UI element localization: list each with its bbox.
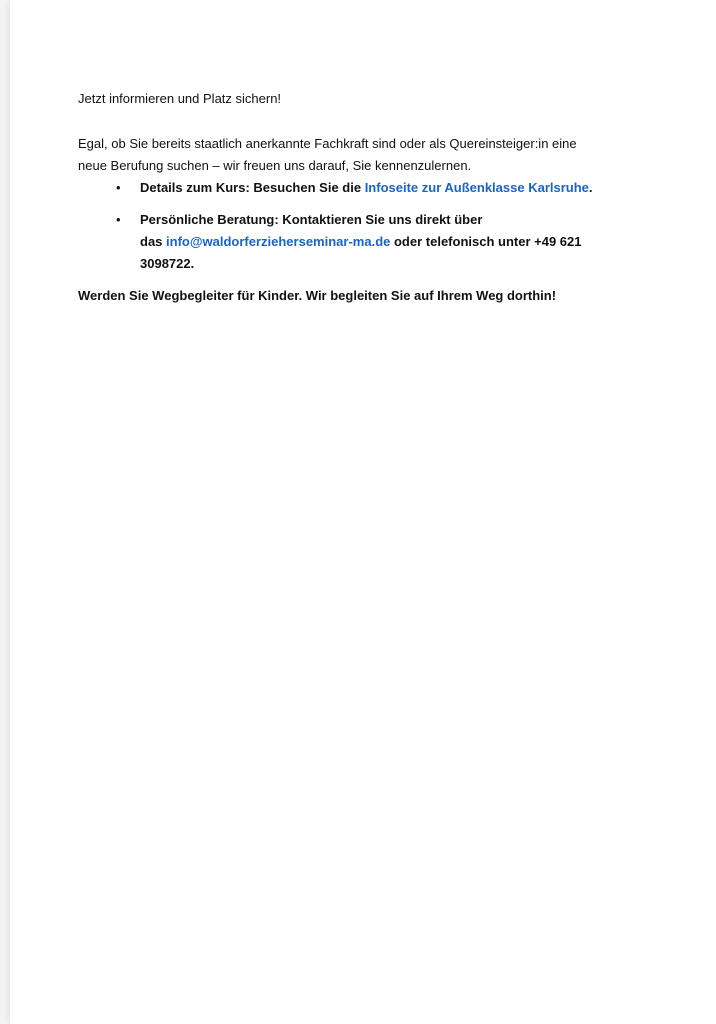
course-details-prefix: Details zum Kurs: Besuchen Sie die	[140, 180, 365, 195]
bullet-icon: •	[116, 212, 121, 227]
personal-advice-line-1: Persönliche Beratung: Kontaktieren Sie uns direkt über	[140, 212, 483, 227]
infoseite-link[interactable]: Infoseite zur Außenklasse Karlsruhe	[364, 180, 589, 195]
intro-paragraph: Jetzt informieren und Platz sichern!	[78, 91, 282, 106]
document-content	[78, 88, 638, 307]
list-item-personal-advice	[78, 209, 638, 275]
personal-advice-prefix: das	[140, 234, 167, 249]
bullet-list	[78, 177, 638, 275]
body-line-1: Egal, ob Sie bereits staatlich anerkannte Fachkraft sind oder als Quereinsteiger:in eine	[78, 136, 577, 151]
body-paragraph	[78, 133, 638, 177]
personal-advice-suffix: oder telefonisch unter +49 621	[390, 234, 582, 249]
closing-paragraph: Werden Sie Wegbegleiter für Kinder. Wir begleiten Sie auf Ihrem Weg dorthin!	[78, 288, 557, 303]
document-page	[10, 0, 716, 1024]
phone-number-line: 3098722.	[140, 256, 195, 271]
body-line-2: neue Berufung suchen – wir freuen uns darauf, Sie kennenzulernen.	[78, 158, 472, 173]
course-details-suffix: .	[588, 180, 593, 195]
list-item-course-details	[78, 177, 638, 199]
email-link[interactable]: info@waldorferzieherseminar-ma.de	[166, 234, 391, 249]
bullet-icon: •	[116, 180, 121, 195]
